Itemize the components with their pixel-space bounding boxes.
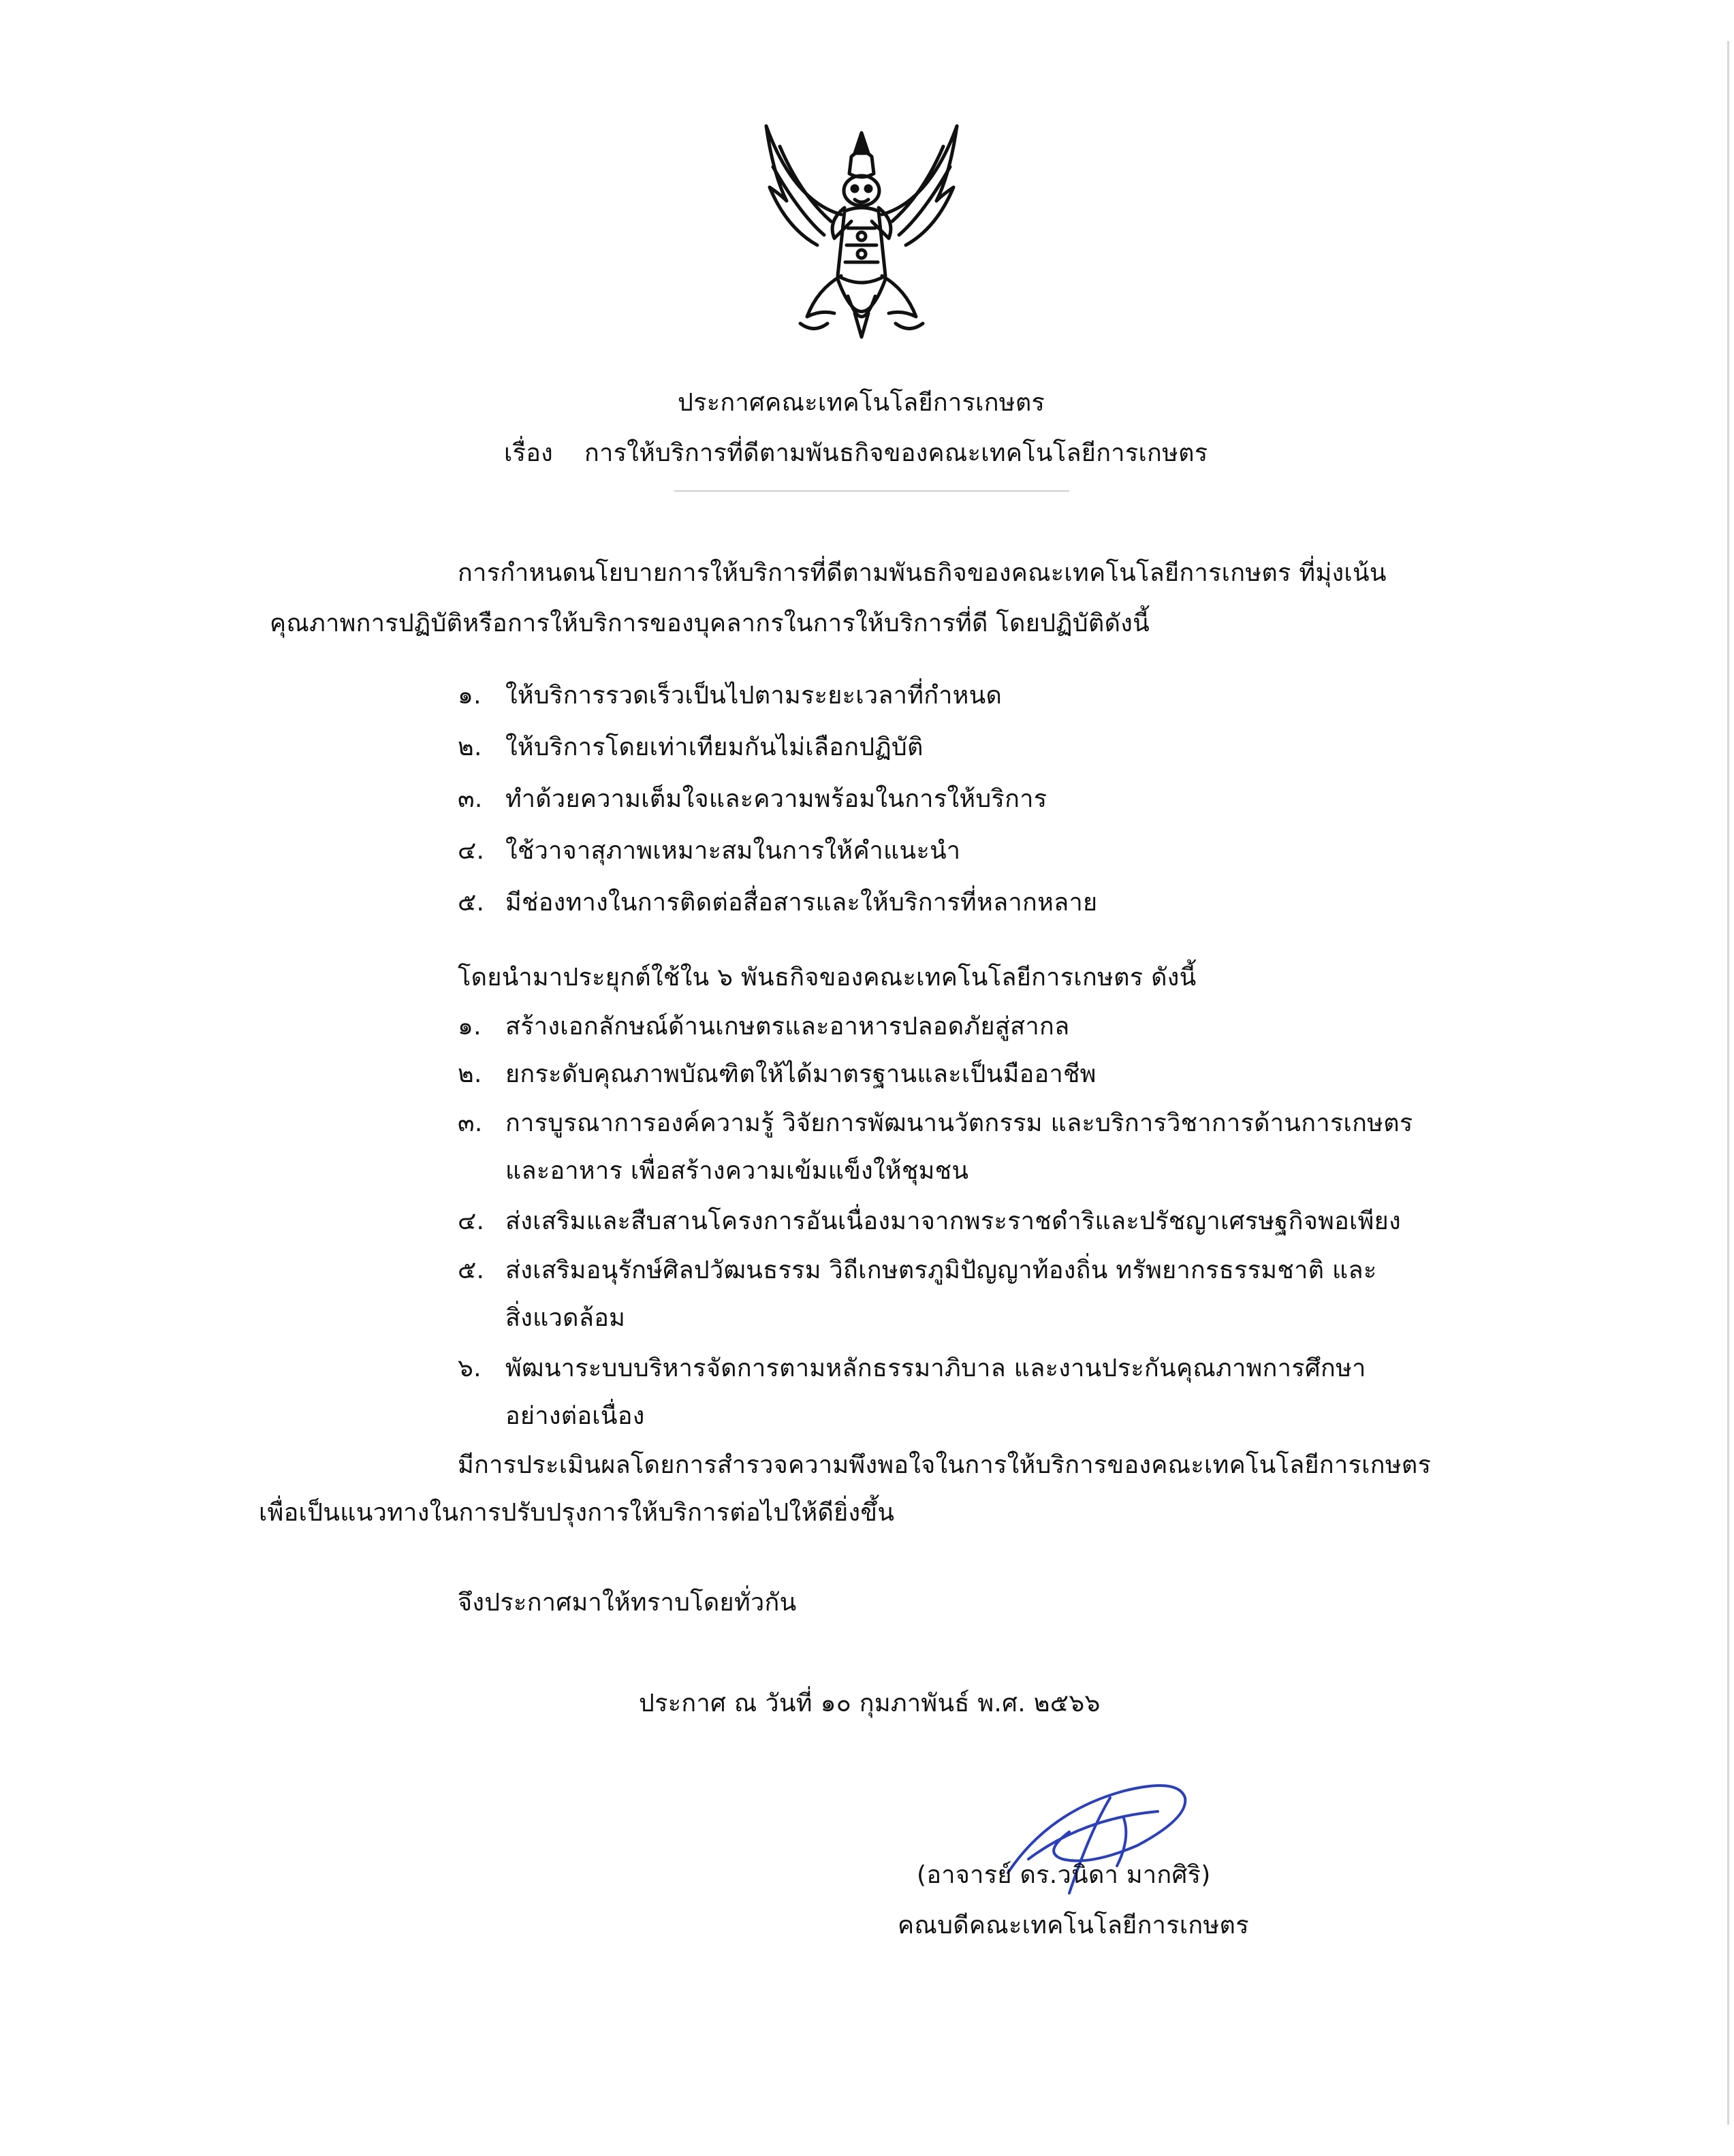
list-item-text: ส่งเสริมและสืบสานโครงการอันเนื่องมาจากพระราชดำริและปรัชญาเศรษฐกิจพอเพียง (505, 1207, 1401, 1235)
list-item (458, 835, 960, 868)
evaluation-line-1: มีการประเมินผลโดยการสำรวจความพึงพอใจในการให้บริการของคณะเทคโนโลยีการเกษตร (458, 1451, 1432, 1479)
list-item (458, 1011, 1069, 1043)
list-item-number: ๕. (458, 889, 485, 917)
list-item-number: ๕. (458, 1256, 485, 1284)
list-item-text: ใช้วาจาสุภาพเหมาะสมในการให้คำแนะนำ (505, 837, 961, 865)
mission-intro: โดยนำมาประยุกต์ใช้ใน ๖ พันธกิจของคณะเทคโนโลยีการเกษตร ดังนี้ (458, 964, 1197, 992)
list-item (458, 1058, 1097, 1091)
list-item-continuation: สิ่งแวดล้อม (505, 1304, 626, 1332)
list-item (458, 1254, 1377, 1287)
list-item (458, 887, 1097, 919)
subject-text: การให้บริการที่ดีตามพันธกิจของคณะเทคโนโลยีการเกษตร (584, 439, 1208, 467)
intro-line-2: คุณภาพการปฏิบัติหรือการให้บริการของบุคลากรในการให้บริการที่ดี โดยปฏิบัติดังนี้ (270, 609, 1150, 637)
title-divider (674, 490, 1069, 492)
intro-line-1: การกำหนดนโยบายการให้บริการที่ดีตามพันธกิจของคณะเทคโนโลยีการเกษตร ที่มุ่งเน้น (458, 559, 1387, 587)
list-item (458, 1107, 1413, 1140)
list-item-text: ให้บริการโดยเท่าเทียมกันไม่เลือกปฏิบัติ (505, 733, 924, 761)
list-item-text: พัฒนาระบบบริหารจัดการตามหลักธรรมาภิบาล และงานประกันคุณภาพการศึกษา (505, 1354, 1366, 1382)
announcement-date: ประกาศ ณ วันที่ ๑๐ กุมภาพันธ์ พ.ศ. ๒๕๖๖ (639, 1690, 1101, 1717)
scan-edge-line (1727, 41, 1729, 2125)
list-item-number: ๔. (458, 1207, 485, 1235)
list-item-text: สร้างเอกลักษณ์ด้านเกษตรและอาหารปลอดภัยสู่สากล (505, 1013, 1070, 1041)
signatory-position: คณบดีคณะเทคโนโลยีการเกษตร (898, 1912, 1249, 1939)
closing-statement: จึงประกาศมาให้ทราบโดยทั่วกัน (458, 1589, 797, 1617)
announcement-title: ประกาศคณะเทคโนโลยีการเกษตร (678, 389, 1045, 417)
list-item-number: ๑. (458, 682, 482, 710)
evaluation-line-2: เพื่อเป็นแนวทางในการปรับปรุงการให้บริการต่อไปให้ดียิ่งขึ้น (259, 1499, 895, 1527)
list-item-number: ๒. (458, 733, 482, 761)
list-item-number: ๓. (458, 785, 483, 813)
list-item-text: ส่งเสริมอนุรักษ์ศิลปวัฒนธรรม วิถีเกษตรภูมิปัญญาท้องถิ่น ทรัพยากรธรรมชาติ และ (505, 1256, 1377, 1284)
list-item-number: ๖. (458, 1354, 482, 1382)
list-item (458, 1205, 1401, 1238)
list-item-number: ๒. (458, 1060, 482, 1088)
list-item-continuation: อย่างต่อเนื่อง (505, 1402, 645, 1430)
list-item-text: ให้บริการรวดเร็วเป็นไปตามระยะเวลาที่กำหนด (505, 682, 1003, 710)
list-item (458, 783, 1047, 816)
list-item-number: ๓. (458, 1109, 483, 1137)
list-item-number: ๔. (458, 837, 485, 865)
list-item (458, 731, 924, 764)
list-item-text: การบูรณาการองค์ความรู้ วิจัยการพัฒนานวัตกรรม และบริการวิชาการด้านการเกษตร (505, 1109, 1413, 1137)
signatory-name: (อาจารย์ ดร.วนิดา มากศิริ) (917, 1861, 1211, 1889)
list-item-continuation: และอาหาร เพื่อสร้างความเข้มแข็งให้ชุมชน (505, 1157, 969, 1185)
list-item-text: ยกระดับคุณภาพบัณฑิตให้ได้มาตรฐานและเป็นมืออาชีพ (505, 1060, 1097, 1088)
list-item-number: ๑. (458, 1013, 482, 1041)
list-item-text: ทำด้วยความเต็มใจและความพร้อมในการให้บริการ (505, 785, 1047, 813)
list-item-text: มีช่องทางในการติดต่อสื่อสารและให้บริการที่หลากหลาย (505, 889, 1098, 917)
garuda-emblem-icon (753, 119, 971, 358)
subject-label: เรื่อง (504, 439, 554, 467)
list-item (458, 1352, 1366, 1385)
list-item (458, 680, 1002, 712)
